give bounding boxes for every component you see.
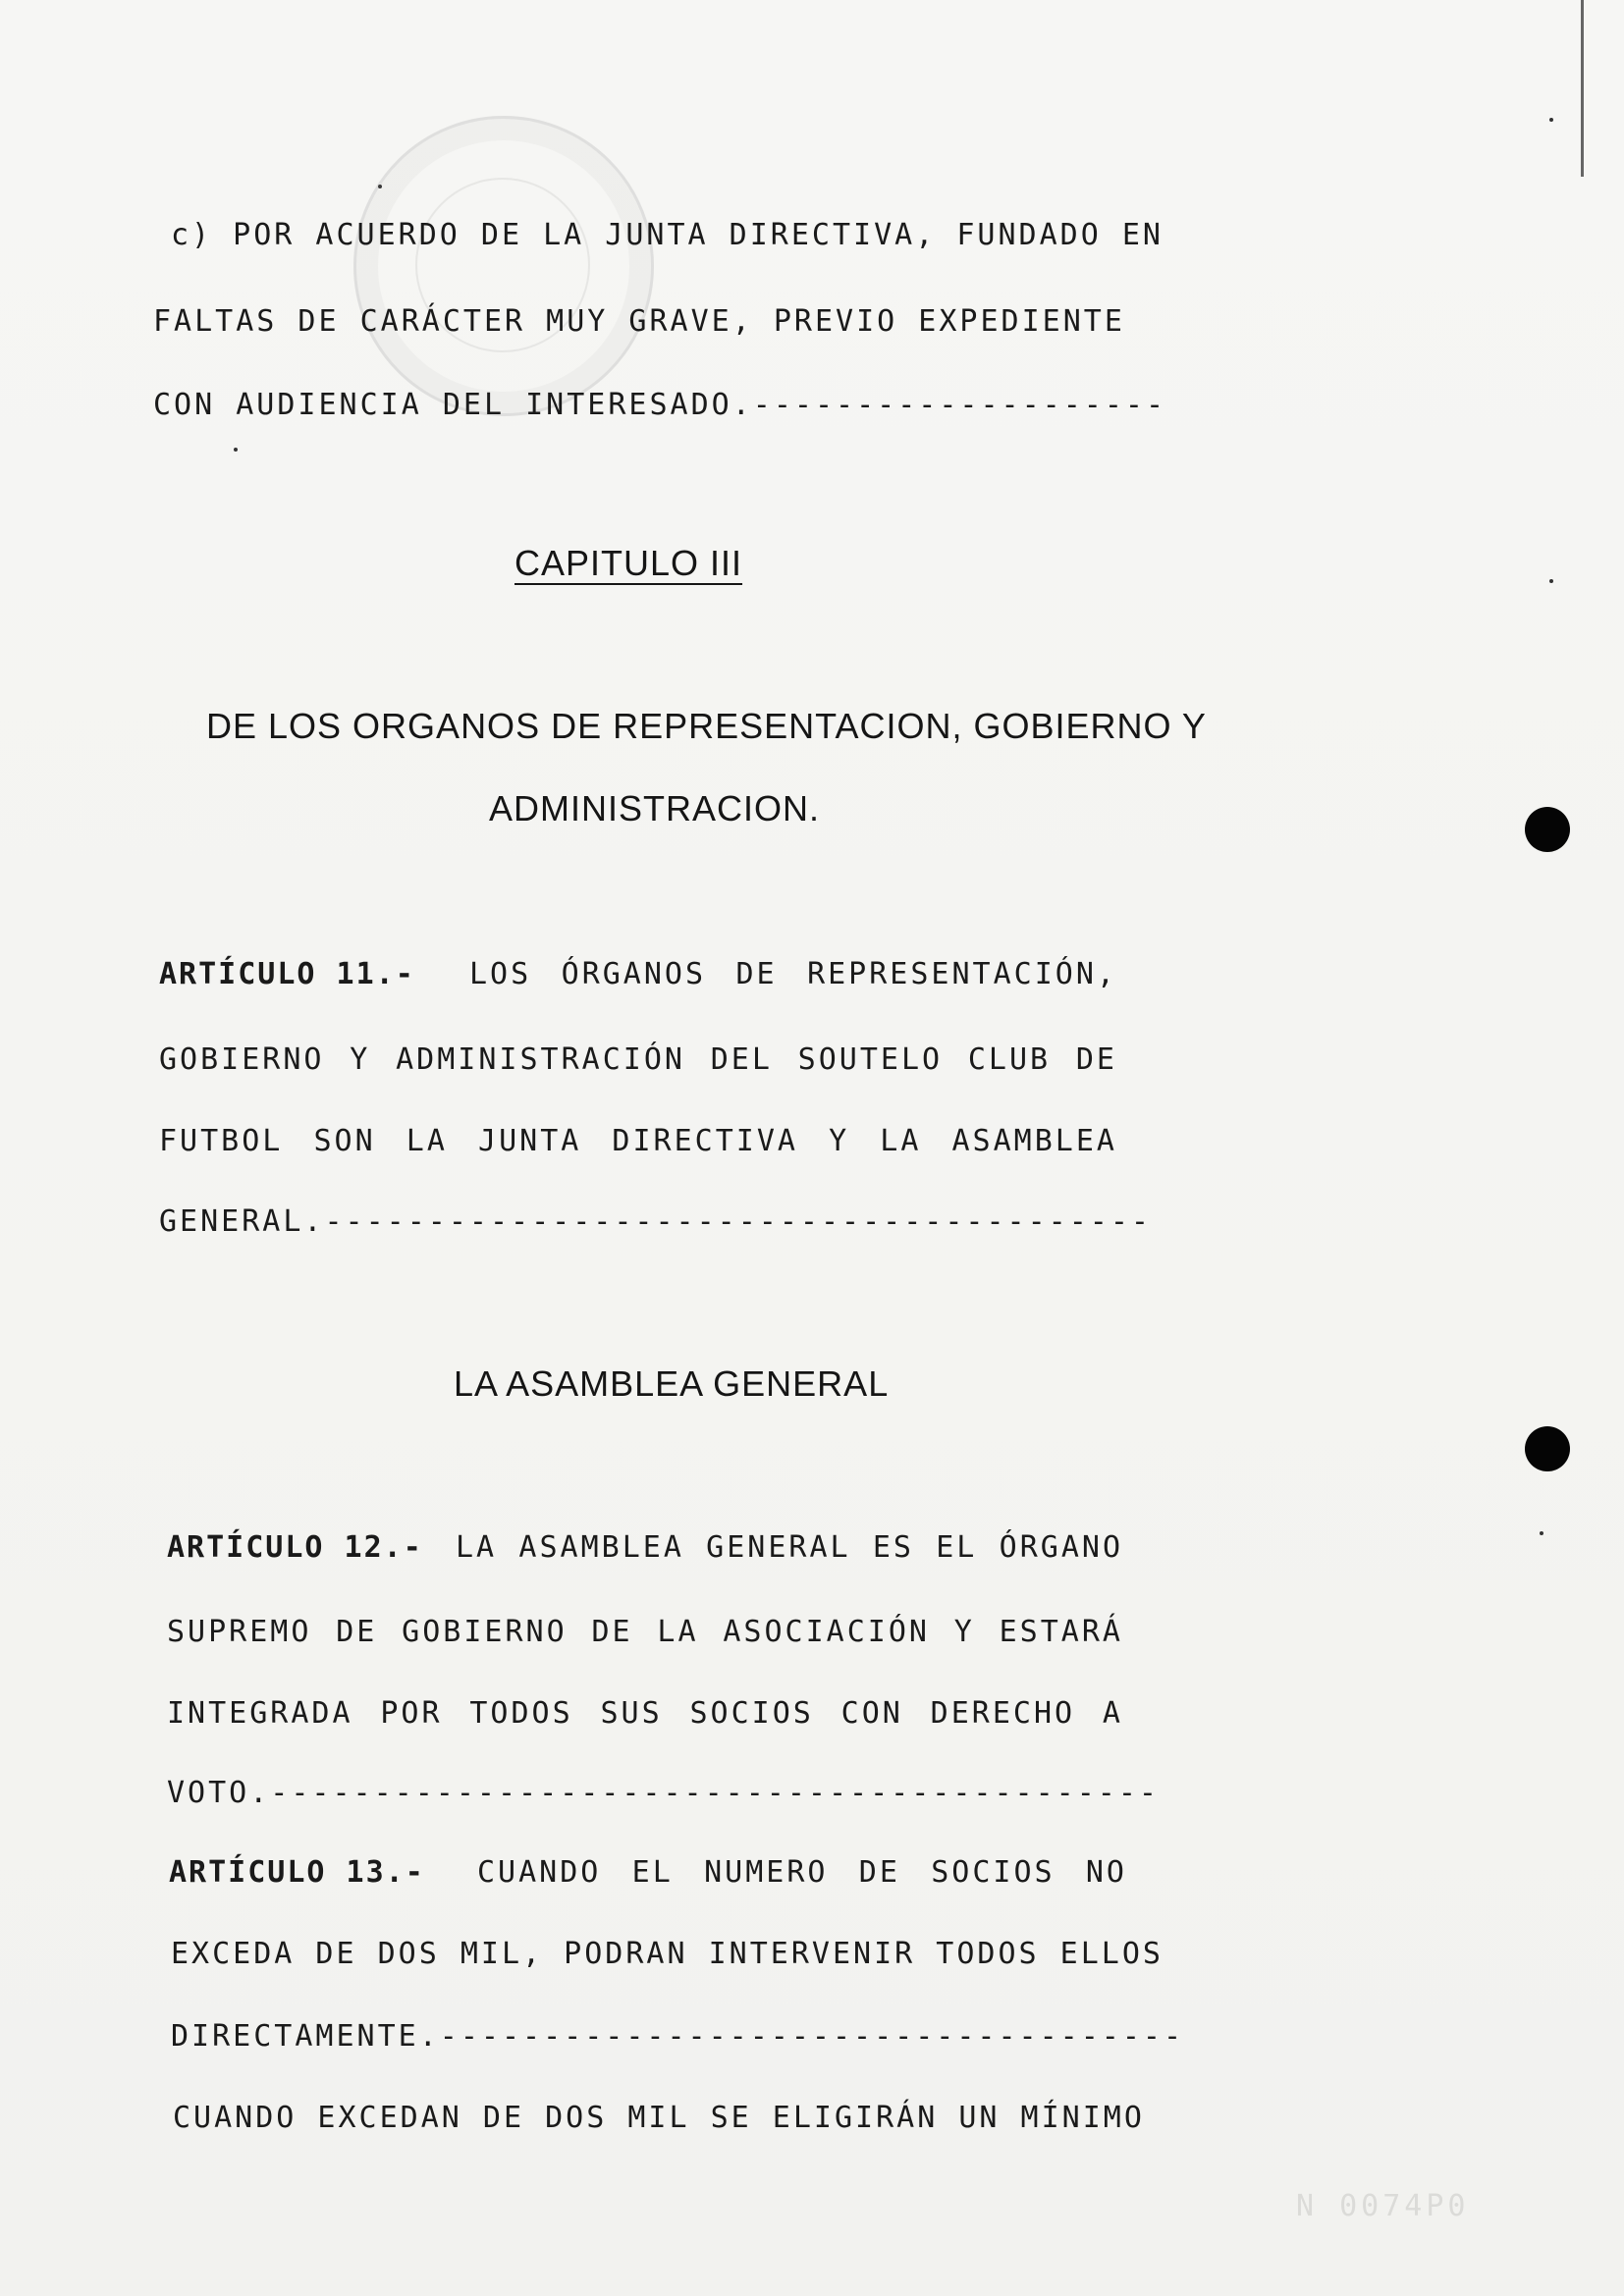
chapter-subtitle-line-1: DE LOS ORGANOS DE REPRESENTACION, GOBIERNO Y bbox=[206, 706, 1207, 746]
article-13-line-3: DIRECTAMENTE.------------------------------------ bbox=[171, 2019, 1185, 2054]
article-12-line-3: INTEGRADA POR TODOS SUS SOCIOS CON DERECHO A bbox=[167, 1696, 1123, 1731]
continuation-line-2: FALTAS DE CARÁCTER MUY GRAVE, PREVIO EXPEDIENTE bbox=[153, 304, 1125, 339]
article-11-number: ARTÍCULO 11.- bbox=[159, 957, 415, 991]
article-12-label bbox=[167, 1530, 423, 1565]
article-11-label bbox=[159, 957, 415, 991]
continuation-line-3: CON AUDIENCIA DEL INTERESADO.-------------------- bbox=[153, 388, 1167, 422]
chapter-title: CAPITULO III bbox=[514, 543, 743, 583]
article-11-line-3: FUTBOL SON LA JUNTA DIRECTIVA Y LA ASAMBLEA bbox=[159, 1124, 1117, 1158]
document-number-faded: N 0074P0 bbox=[1296, 2189, 1470, 2223]
article-13-label bbox=[169, 1855, 425, 1890]
ink-speck bbox=[1549, 118, 1553, 122]
punch-hole-lower bbox=[1525, 1426, 1570, 1471]
article-13-line-1: CUANDO EL NUMERO DE SOCIOS NO bbox=[477, 1855, 1127, 1890]
article-13-line-4: CUANDO EXCEDAN DE DOS MIL SE ELIGIRÁN UN MÍNIMO bbox=[173, 2101, 1145, 2135]
continuation-line-1: c) POR ACUERDO DE LA JUNTA DIRECTIVA, FUNDADO EN bbox=[171, 218, 1164, 252]
article-11-line-1: LOS ÓRGANOS DE REPRESENTACIÓN, bbox=[469, 957, 1117, 991]
article-12-line-4: VOTO.------------------------------------------- bbox=[167, 1776, 1160, 1810]
section-heading-asamblea: LA ASAMBLEA GENERAL bbox=[454, 1363, 890, 1404]
article-13-number: ARTÍCULO 13.- bbox=[169, 1855, 425, 1890]
ink-speck bbox=[234, 448, 238, 452]
chapter-subtitle-line-2: ADMINISTRACION. bbox=[489, 788, 821, 828]
ink-speck bbox=[1549, 579, 1553, 583]
article-11-line-2: GOBIERNO Y ADMINISTRACIÓN DEL SOUTELO CLUB DE bbox=[159, 1042, 1117, 1077]
article-12-line-1: LA ASAMBLEA GENERAL ES EL ÓRGANO bbox=[456, 1530, 1123, 1565]
faded-seal-stamp bbox=[353, 116, 654, 416]
article-11-line-4: GENERAL.---------------------------------------- bbox=[159, 1204, 1152, 1239]
page-edge-shadow bbox=[1581, 0, 1584, 177]
ink-speck bbox=[1540, 1531, 1543, 1535]
article-13-line-2: EXCEDA DE DOS MIL, PODRAN INTERVENIR TODOS ELLOS bbox=[171, 1937, 1164, 1971]
article-12-number: ARTÍCULO 12.- bbox=[167, 1530, 423, 1565]
punch-hole-upper bbox=[1525, 807, 1570, 852]
article-12-line-2: SUPREMO DE GOBIERNO DE LA ASOCIACIÓN Y ESTARÁ bbox=[167, 1615, 1123, 1649]
